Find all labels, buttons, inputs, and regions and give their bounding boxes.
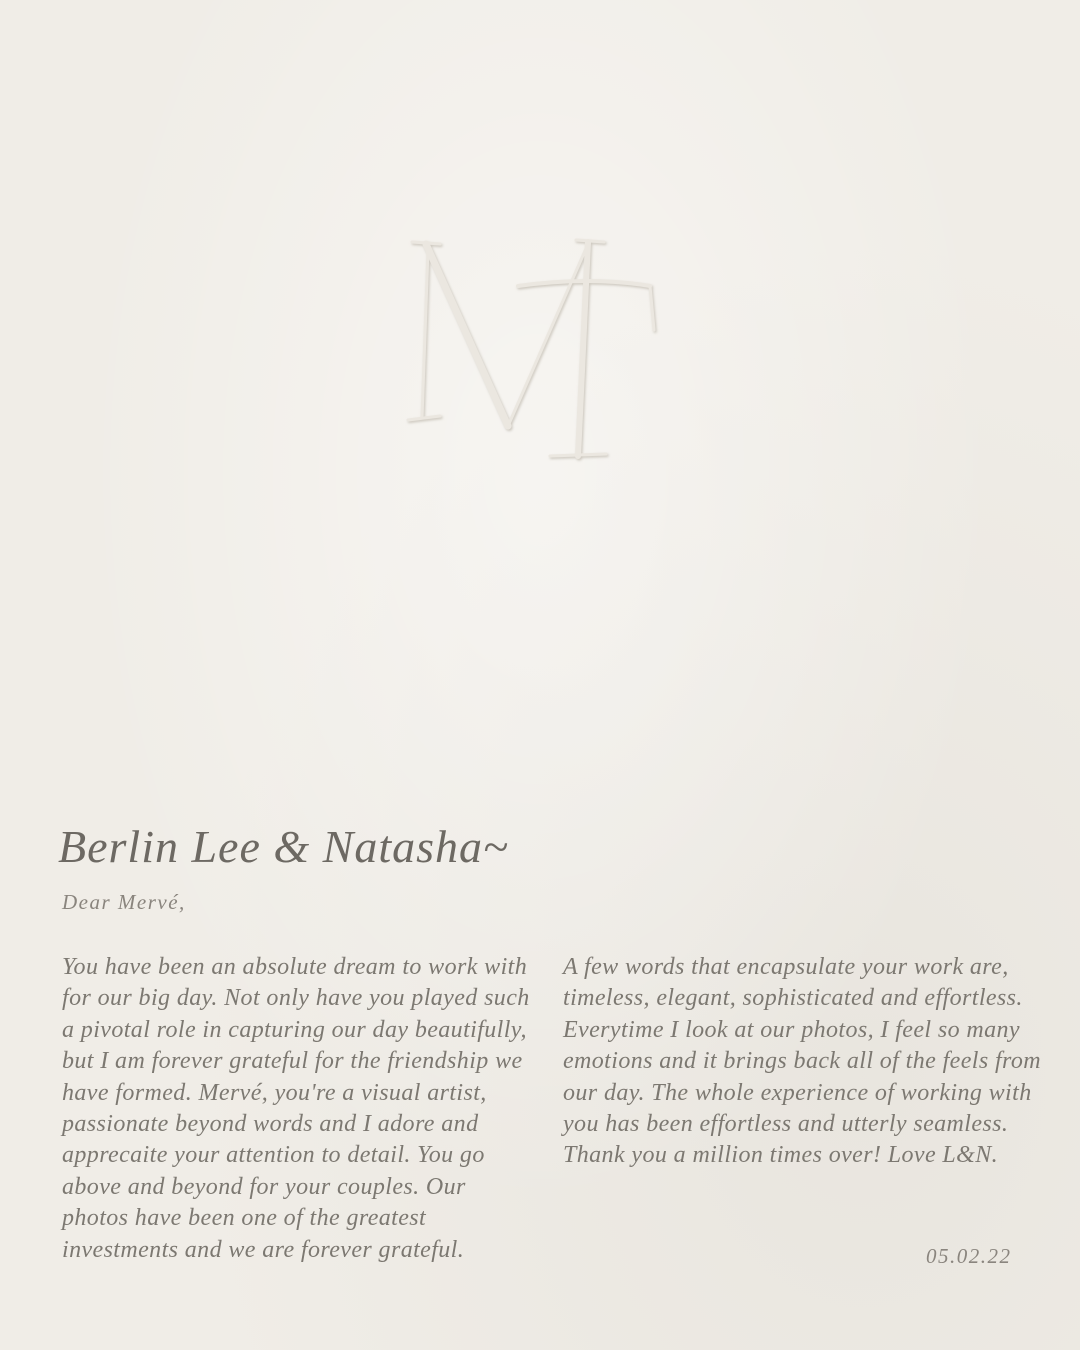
- letter-paragraph-right: A few words that encapsulate your work are, timeless, elegant, sophisticated and effortless. Everytime I look at our photos, I feel so many emotions and it brings back all of the feels from our day. The whole experience of working with you has been effortless and utterly seamless. Thank you a million times over! Love L&N.: [563, 954, 1042, 1169]
- letter-paragraph-left: You have been an absolute dream to work with for our big day. Not only have you played such a pivotal role in capturing our day beautifully, but I am forever grateful for the friendship we have formed. Mervé, you're a visual artist, passionate beyond words and I adore and apprecaite your attention to detail. You go above and beyond for your couples. Our photos have been one of the greatest investments and we are forever grateful.: [62, 954, 530, 1263]
- letter-heading: Berlin Lee & Natasha~: [58, 821, 509, 872]
- monogram-logo: [400, 230, 670, 470]
- letter-date: 05.02.22: [926, 1244, 1012, 1268]
- monogram-emboss-graphic: [400, 230, 670, 470]
- letter-salutation: Dear Mervé,: [62, 890, 186, 914]
